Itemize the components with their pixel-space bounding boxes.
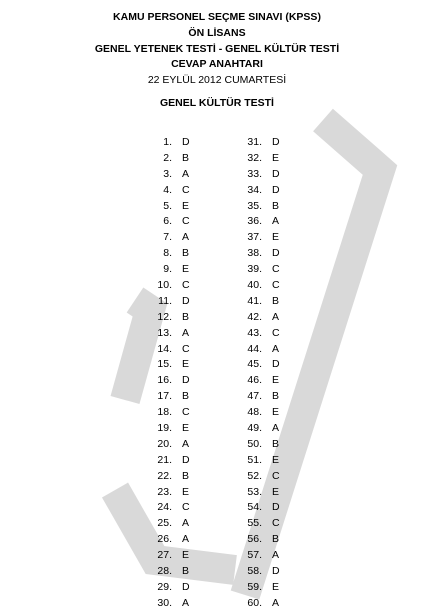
question-number: 5. <box>163 199 172 212</box>
answer-row <box>230 151 280 167</box>
answers-column-right <box>230 135 280 612</box>
answer-letter: E <box>182 485 190 498</box>
answer-row <box>140 548 190 564</box>
question-number: 38. <box>247 247 262 260</box>
answer-row <box>140 373 190 389</box>
question-number: 13. <box>157 326 172 339</box>
answer-letter: B <box>272 437 280 450</box>
answer-letter: C <box>182 183 190 196</box>
answer-row <box>140 214 190 230</box>
answer-row <box>140 532 190 548</box>
answer-row <box>140 230 190 246</box>
question-number: 19. <box>157 422 172 435</box>
question-number: 23. <box>157 485 172 498</box>
answer-row <box>230 548 280 564</box>
answer-row <box>230 564 280 580</box>
question-number: 52. <box>247 469 262 482</box>
answer-row <box>230 262 280 278</box>
question-number: 27. <box>157 549 172 562</box>
question-number: 41. <box>247 294 262 307</box>
question-number: 15. <box>157 358 172 371</box>
answer-letter: D <box>182 374 190 387</box>
question-number: 11. <box>158 294 172 307</box>
question-number: 20. <box>157 437 172 450</box>
question-number: 55. <box>247 517 262 530</box>
question-number: 40. <box>247 279 262 292</box>
document-header <box>0 10 434 89</box>
answer-letter: D <box>272 358 280 371</box>
answer-row <box>140 167 190 183</box>
answer-row <box>140 469 190 485</box>
answer-row <box>140 564 190 580</box>
question-number: 30. <box>157 596 172 609</box>
answer-letter: C <box>182 406 190 419</box>
answer-row <box>140 421 190 437</box>
answer-row <box>230 183 280 199</box>
answer-letter: A <box>272 549 280 562</box>
answer-row <box>140 310 190 326</box>
question-number: 56. <box>247 533 262 546</box>
answer-letter: B <box>272 199 280 212</box>
answer-row <box>230 199 280 215</box>
answer-letter: A <box>272 215 280 228</box>
question-number: 53. <box>247 485 262 498</box>
question-number: 43. <box>247 326 262 339</box>
question-number: 35. <box>247 199 262 212</box>
question-number: 12. <box>157 310 172 323</box>
answer-row <box>230 135 280 151</box>
answer-row <box>140 151 190 167</box>
answer-row <box>140 453 190 469</box>
question-number: 45. <box>247 358 262 371</box>
question-number: 39. <box>247 263 262 276</box>
answer-row <box>140 342 190 358</box>
answer-row <box>140 278 190 294</box>
answer-letter: B <box>272 533 280 546</box>
question-number: 18. <box>157 406 172 419</box>
answer-letter: D <box>182 453 190 466</box>
answer-letter: E <box>182 549 190 562</box>
answer-letter: A <box>182 167 190 180</box>
question-number: 10. <box>157 279 172 292</box>
answer-row <box>140 135 190 151</box>
answer-letter: D <box>272 247 280 260</box>
question-number: 3. <box>163 167 172 180</box>
exam-name: KAMU PERSONEL SEÇME SINAVI (KPSS) <box>113 11 321 23</box>
answer-row <box>140 437 190 453</box>
answer-row <box>230 357 280 373</box>
question-number: 29. <box>157 580 172 593</box>
answer-row <box>230 326 280 342</box>
answer-row <box>230 294 280 310</box>
question-number: 50. <box>247 437 262 450</box>
answer-row <box>230 516 280 532</box>
answer-letter: A <box>272 342 280 355</box>
answer-row <box>230 500 280 516</box>
question-number: 31. <box>247 136 262 148</box>
answer-row <box>230 278 280 294</box>
answer-letter: B <box>182 247 190 260</box>
question-number: 46. <box>247 374 262 387</box>
answer-letter: B <box>182 469 190 482</box>
answer-letter: B <box>272 390 280 403</box>
answer-letter: D <box>272 565 280 578</box>
answer-letter: E <box>272 485 280 498</box>
question-number: 17. <box>157 390 172 403</box>
answer-row <box>140 485 190 501</box>
question-number: 25. <box>157 517 172 530</box>
question-number: 22. <box>157 469 172 482</box>
answer-letter: D <box>182 136 190 148</box>
question-number: 59. <box>247 580 262 593</box>
exam-level: ÖN LİSANS <box>188 26 246 39</box>
answer-letter: E <box>182 263 190 276</box>
answer-row <box>140 516 190 532</box>
answer-row <box>230 453 280 469</box>
answer-row <box>230 532 280 548</box>
answer-letter: B <box>182 390 190 403</box>
question-number: 37. <box>247 231 262 244</box>
answer-letter: A <box>272 422 280 435</box>
answer-letter: E <box>272 453 280 466</box>
question-number: 60. <box>247 596 262 609</box>
answer-row <box>140 580 190 596</box>
answer-row <box>230 310 280 326</box>
question-number: 47. <box>247 390 262 403</box>
answer-letter: C <box>272 326 280 339</box>
answer-letter: C <box>272 263 280 276</box>
question-number: 7. <box>163 231 172 244</box>
answer-row <box>230 342 280 358</box>
answer-row <box>230 373 280 389</box>
answer-letter: B <box>182 565 190 578</box>
question-number: 58. <box>247 565 262 578</box>
answer-letter: A <box>272 596 280 609</box>
answer-letter: C <box>272 279 280 292</box>
answer-letter: A <box>182 437 190 450</box>
question-number: 36. <box>247 215 262 228</box>
answer-letter: E <box>272 151 280 164</box>
question-number: 24. <box>157 501 172 514</box>
answer-row <box>230 246 280 262</box>
answer-letter: C <box>272 469 280 482</box>
answer-letter: A <box>182 596 190 609</box>
answer-row <box>140 596 190 612</box>
answer-row <box>230 580 280 596</box>
question-number: 57. <box>247 549 262 562</box>
question-number: 34. <box>247 183 262 196</box>
answer-letter: E <box>272 406 280 419</box>
question-number: 54. <box>247 501 262 514</box>
answer-letter: D <box>182 580 190 593</box>
question-number: 48. <box>247 406 262 419</box>
question-number: 14. <box>157 342 172 355</box>
answer-row <box>140 326 190 342</box>
exam-date: 22 EYLÜL 2012 CUMARTESİ <box>147 74 287 87</box>
answer-letter: E <box>182 358 190 371</box>
answer-letter: A <box>272 310 280 323</box>
answer-row <box>230 405 280 421</box>
answer-row <box>230 596 280 612</box>
answer-letter: A <box>182 326 190 339</box>
question-number: 16. <box>157 374 172 387</box>
answer-letter: E <box>272 231 280 244</box>
section-title: GENEL KÜLTÜR TESTİ <box>160 97 274 109</box>
answer-letter: E <box>272 374 280 387</box>
answer-letter: A <box>182 517 190 530</box>
question-number: 32. <box>247 151 262 164</box>
answer-key-title: CEVAP ANAHTARI <box>171 58 263 71</box>
answer-row <box>140 294 190 310</box>
answer-letter: C <box>272 517 280 530</box>
answer-row <box>140 199 190 215</box>
test-names: GENEL YETENEK TESTİ - GENEL KÜLTÜR TESTİ <box>94 42 340 55</box>
question-number: 28. <box>157 565 172 578</box>
answer-letter: D <box>272 501 280 514</box>
answer-letter: C <box>182 279 190 292</box>
answer-letter: C <box>182 501 190 514</box>
answer-row <box>230 389 280 405</box>
answer-letter: D <box>272 136 280 148</box>
answer-row <box>140 500 190 516</box>
answer-row <box>140 357 190 373</box>
answer-letter: B <box>182 310 190 323</box>
answer-row <box>230 421 280 437</box>
answer-row <box>140 183 190 199</box>
answer-letter: D <box>272 183 280 196</box>
answers-column-left <box>140 135 190 612</box>
answer-row <box>230 230 280 246</box>
question-number: 6. <box>163 215 172 228</box>
answer-row <box>140 405 190 421</box>
answer-letter: C <box>182 215 190 228</box>
answer-letter: B <box>272 294 280 307</box>
answer-letter: C <box>182 342 190 355</box>
answer-letter: D <box>272 167 280 180</box>
answer-row <box>140 262 190 278</box>
answer-letter: E <box>182 422 190 435</box>
question-number: 26. <box>157 533 172 546</box>
question-number: 8. <box>163 247 172 260</box>
answer-row <box>230 485 280 501</box>
question-number: 49. <box>247 422 262 435</box>
answer-row <box>230 167 280 183</box>
answer-letter: D <box>182 294 190 307</box>
answer-letter: E <box>272 580 280 593</box>
answer-letter: A <box>182 231 190 244</box>
question-number: 51. <box>247 453 262 466</box>
answer-letter: B <box>182 151 190 164</box>
answer-row <box>140 246 190 262</box>
answer-row <box>230 214 280 230</box>
question-number: 33. <box>247 167 262 180</box>
answer-row <box>230 469 280 485</box>
answer-row <box>230 437 280 453</box>
question-number: 1. <box>163 136 172 148</box>
question-number: 4. <box>163 183 172 196</box>
question-number: 2. <box>163 151 172 164</box>
answer-letter: E <box>182 199 190 212</box>
question-number: 21. <box>157 453 172 466</box>
answer-row <box>140 389 190 405</box>
answer-letter: A <box>182 533 190 546</box>
question-number: 42. <box>247 310 262 323</box>
question-number: 9. <box>163 263 172 276</box>
question-number: 44. <box>247 342 262 355</box>
